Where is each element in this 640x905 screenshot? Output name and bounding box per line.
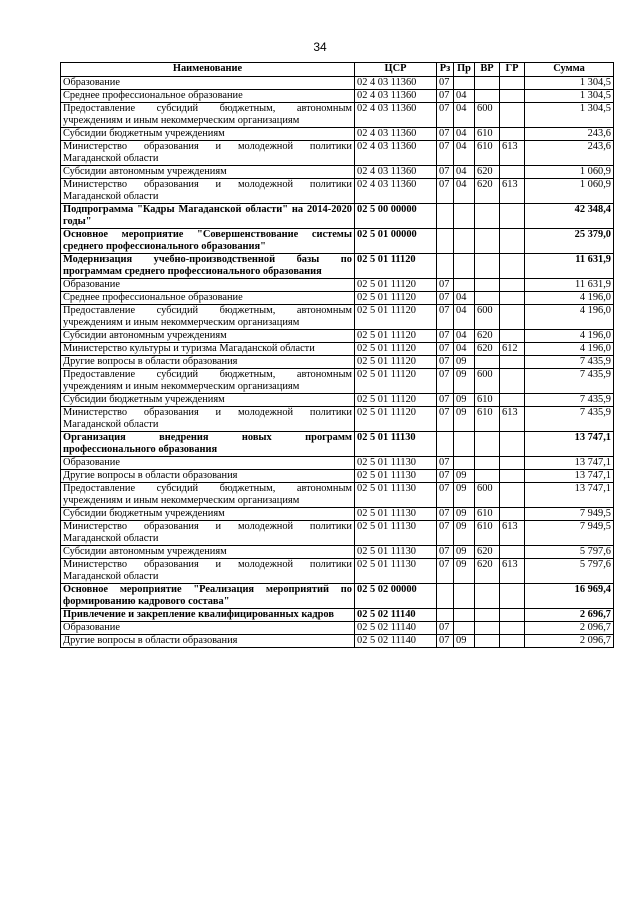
cell-csr: 02 5 01 00000 bbox=[355, 229, 437, 254]
table-row bbox=[61, 508, 614, 521]
cell-csr: 02 5 01 11130 bbox=[355, 559, 437, 584]
table-row bbox=[61, 483, 614, 508]
cell-vr bbox=[475, 279, 500, 292]
cell-gr bbox=[500, 356, 525, 369]
cell-sum: 25 379,0 bbox=[525, 229, 614, 254]
header-name: Наименование bbox=[61, 63, 355, 77]
cell-name: Министерство культуры и туризма Магаданской области bbox=[61, 343, 355, 356]
cell-vr: 610 bbox=[475, 508, 500, 521]
cell-gr bbox=[500, 292, 525, 305]
cell-name: Другие вопросы в области образования bbox=[61, 635, 355, 648]
cell-gr: 613 bbox=[500, 407, 525, 432]
cell-pr: 04 bbox=[454, 90, 475, 103]
cell-sum: 1 060,9 bbox=[525, 179, 614, 204]
cell-csr: 02 5 01 11120 bbox=[355, 356, 437, 369]
cell-csr: 02 5 01 11120 bbox=[355, 394, 437, 407]
table-row bbox=[61, 343, 614, 356]
cell-gr: 613 bbox=[500, 141, 525, 166]
table-row bbox=[61, 279, 614, 292]
cell-gr bbox=[500, 128, 525, 141]
cell-pr: 09 bbox=[454, 546, 475, 559]
cell-vr bbox=[475, 356, 500, 369]
cell-gr bbox=[500, 584, 525, 609]
cell-gr: 612 bbox=[500, 343, 525, 356]
cell-gr bbox=[500, 457, 525, 470]
cell-name: Основное мероприятие "Совершенствование системы среднего профессионального образования" bbox=[61, 229, 355, 254]
cell-pr: 04 bbox=[454, 330, 475, 343]
cell-pr: 09 bbox=[454, 369, 475, 394]
cell-sum: 5 797,6 bbox=[525, 559, 614, 584]
cell-name: Предоставление субсидий бюджетным, автономным учреждениям и иным некоммерческим организациям bbox=[61, 369, 355, 394]
cell-csr: 02 4 03 11360 bbox=[355, 179, 437, 204]
cell-name: Образование bbox=[61, 457, 355, 470]
cell-name: Предоставление субсидий бюджетным, автономным учреждениям и иным некоммерческим организациям bbox=[61, 305, 355, 330]
cell-pr: 09 bbox=[454, 356, 475, 369]
cell-vr bbox=[475, 584, 500, 609]
cell-csr: 02 4 03 11360 bbox=[355, 128, 437, 141]
table-row bbox=[61, 470, 614, 483]
table-row bbox=[61, 407, 614, 432]
cell-rz bbox=[437, 204, 454, 229]
cell-name: Субсидии бюджетным учреждениям bbox=[61, 508, 355, 521]
table-row bbox=[61, 457, 614, 470]
cell-pr bbox=[454, 457, 475, 470]
table-row bbox=[61, 128, 614, 141]
table-row bbox=[61, 166, 614, 179]
cell-name: Министерство образования и молодежной политики Магаданской области bbox=[61, 179, 355, 204]
cell-name: Основное мероприятие "Реализация мероприятий по формированию кадрового состава" bbox=[61, 584, 355, 609]
cell-name: Предоставление субсидий бюджетным, автономным учреждениям и иным некоммерческим организациям bbox=[61, 103, 355, 128]
cell-gr: 613 bbox=[500, 521, 525, 546]
cell-rz: 07 bbox=[437, 77, 454, 90]
cell-gr bbox=[500, 103, 525, 128]
cell-rz: 07 bbox=[437, 622, 454, 635]
cell-rz: 07 bbox=[437, 369, 454, 394]
cell-rz: 07 bbox=[437, 279, 454, 292]
cell-rz: 07 bbox=[437, 128, 454, 141]
cell-gr bbox=[500, 77, 525, 90]
cell-csr: 02 5 01 11120 bbox=[355, 305, 437, 330]
cell-pr bbox=[454, 609, 475, 622]
cell-vr bbox=[475, 635, 500, 648]
cell-sum: 7 435,9 bbox=[525, 356, 614, 369]
cell-pr: 04 bbox=[454, 128, 475, 141]
cell-rz: 07 bbox=[437, 559, 454, 584]
cell-sum: 4 196,0 bbox=[525, 292, 614, 305]
cell-name: Предоставление субсидий бюджетным, автономным учреждениям и иным некоммерческим организациям bbox=[61, 483, 355, 508]
cell-pr: 09 bbox=[454, 470, 475, 483]
cell-sum: 11 631,9 bbox=[525, 279, 614, 292]
cell-pr: 04 bbox=[454, 179, 475, 204]
table-row bbox=[61, 77, 614, 90]
cell-name: Другие вопросы в области образования bbox=[61, 356, 355, 369]
budget-table bbox=[60, 62, 614, 648]
cell-rz bbox=[437, 254, 454, 279]
cell-name: Субсидии автономным учреждениям bbox=[61, 546, 355, 559]
cell-rz: 07 bbox=[437, 508, 454, 521]
table-row bbox=[61, 559, 614, 584]
cell-csr: 02 5 02 11140 bbox=[355, 635, 437, 648]
cell-rz: 07 bbox=[437, 521, 454, 546]
cell-gr bbox=[500, 330, 525, 343]
cell-name: Субсидии автономным учреждениям bbox=[61, 166, 355, 179]
table-body bbox=[61, 77, 614, 648]
cell-csr: 02 5 02 00000 bbox=[355, 584, 437, 609]
cell-gr bbox=[500, 622, 525, 635]
cell-pr: 09 bbox=[454, 394, 475, 407]
cell-gr bbox=[500, 546, 525, 559]
cell-vr: 610 bbox=[475, 141, 500, 166]
table-row bbox=[61, 204, 614, 229]
cell-gr bbox=[500, 470, 525, 483]
table-row bbox=[61, 584, 614, 609]
cell-pr: 04 bbox=[454, 103, 475, 128]
cell-pr bbox=[454, 229, 475, 254]
cell-csr: 02 5 01 11120 bbox=[355, 254, 437, 279]
cell-rz: 07 bbox=[437, 470, 454, 483]
cell-gr bbox=[500, 229, 525, 254]
header-csr: ЦСР bbox=[355, 63, 437, 77]
cell-csr: 02 5 01 11130 bbox=[355, 457, 437, 470]
cell-vr bbox=[475, 254, 500, 279]
table-row bbox=[61, 369, 614, 394]
cell-rz: 07 bbox=[437, 179, 454, 204]
cell-vr bbox=[475, 292, 500, 305]
header-vr: ВР bbox=[475, 63, 500, 77]
table-row bbox=[61, 356, 614, 369]
cell-pr: 04 bbox=[454, 166, 475, 179]
cell-csr: 02 5 00 00000 bbox=[355, 204, 437, 229]
cell-gr bbox=[500, 279, 525, 292]
table-row bbox=[61, 103, 614, 128]
cell-sum: 1 304,5 bbox=[525, 90, 614, 103]
cell-sum: 2 696,7 bbox=[525, 609, 614, 622]
cell-sum: 4 196,0 bbox=[525, 330, 614, 343]
cell-rz: 07 bbox=[437, 483, 454, 508]
cell-vr bbox=[475, 204, 500, 229]
cell-csr: 02 4 03 11360 bbox=[355, 103, 437, 128]
cell-vr: 600 bbox=[475, 483, 500, 508]
cell-gr: 613 bbox=[500, 179, 525, 204]
cell-vr: 610 bbox=[475, 394, 500, 407]
cell-sum: 7 949,5 bbox=[525, 508, 614, 521]
cell-rz: 07 bbox=[437, 305, 454, 330]
cell-csr: 02 5 01 11120 bbox=[355, 292, 437, 305]
cell-sum: 13 747,1 bbox=[525, 457, 614, 470]
cell-name: Организация внедрения новых программ профессионального образования bbox=[61, 432, 355, 457]
cell-gr bbox=[500, 254, 525, 279]
cell-gr: 613 bbox=[500, 559, 525, 584]
cell-vr: 600 bbox=[475, 369, 500, 394]
cell-sum: 7 435,9 bbox=[525, 407, 614, 432]
cell-rz: 07 bbox=[437, 407, 454, 432]
cell-pr bbox=[454, 204, 475, 229]
cell-rz: 07 bbox=[437, 292, 454, 305]
cell-sum: 4 196,0 bbox=[525, 305, 614, 330]
cell-rz: 07 bbox=[437, 141, 454, 166]
cell-sum: 11 631,9 bbox=[525, 254, 614, 279]
cell-sum: 13 747,1 bbox=[525, 470, 614, 483]
cell-sum: 7 949,5 bbox=[525, 521, 614, 546]
cell-name: Модернизация учебно-производственной базы по программам среднего профессионального образования bbox=[61, 254, 355, 279]
cell-vr: 620 bbox=[475, 343, 500, 356]
cell-name: Субсидии бюджетным учреждениям bbox=[61, 394, 355, 407]
cell-csr: 02 5 01 11130 bbox=[355, 470, 437, 483]
cell-vr: 600 bbox=[475, 103, 500, 128]
cell-sum: 16 969,4 bbox=[525, 584, 614, 609]
cell-gr bbox=[500, 369, 525, 394]
cell-vr bbox=[475, 90, 500, 103]
cell-name: Министерство образования и молодежной политики Магаданской области bbox=[61, 407, 355, 432]
cell-vr: 620 bbox=[475, 166, 500, 179]
cell-sum: 1 304,5 bbox=[525, 103, 614, 128]
header-pr: Пр bbox=[454, 63, 475, 77]
cell-rz bbox=[437, 584, 454, 609]
cell-pr bbox=[454, 584, 475, 609]
cell-sum: 5 797,6 bbox=[525, 546, 614, 559]
cell-name: Министерство образования и молодежной политики Магаданской области bbox=[61, 141, 355, 166]
table-row bbox=[61, 229, 614, 254]
cell-vr: 620 bbox=[475, 330, 500, 343]
table-row bbox=[61, 432, 614, 457]
cell-pr: 04 bbox=[454, 305, 475, 330]
header-sum: Сумма bbox=[525, 63, 614, 77]
cell-rz: 07 bbox=[437, 103, 454, 128]
cell-csr: 02 5 01 11120 bbox=[355, 343, 437, 356]
cell-gr bbox=[500, 394, 525, 407]
table-row bbox=[61, 622, 614, 635]
cell-vr: 610 bbox=[475, 521, 500, 546]
cell-sum: 243,6 bbox=[525, 128, 614, 141]
cell-vr bbox=[475, 470, 500, 483]
cell-csr: 02 5 01 11130 bbox=[355, 432, 437, 457]
cell-sum: 42 348,4 bbox=[525, 204, 614, 229]
cell-gr bbox=[500, 90, 525, 103]
cell-sum: 1 304,5 bbox=[525, 77, 614, 90]
header-gr: ГР bbox=[500, 63, 525, 77]
cell-rz: 07 bbox=[437, 330, 454, 343]
table-row bbox=[61, 90, 614, 103]
cell-sum: 243,6 bbox=[525, 141, 614, 166]
cell-name: Среднее профессиональное образование bbox=[61, 292, 355, 305]
cell-name: Другие вопросы в области образования bbox=[61, 470, 355, 483]
cell-gr bbox=[500, 483, 525, 508]
cell-name: Подпрограмма "Кадры Магаданской области" на 2014-2020 годы" bbox=[61, 204, 355, 229]
cell-gr bbox=[500, 305, 525, 330]
table-row bbox=[61, 141, 614, 166]
cell-rz bbox=[437, 432, 454, 457]
cell-vr bbox=[475, 622, 500, 635]
cell-gr bbox=[500, 204, 525, 229]
cell-csr: 02 5 01 11120 bbox=[355, 279, 437, 292]
cell-csr: 02 4 03 11360 bbox=[355, 77, 437, 90]
cell-csr: 02 4 03 11360 bbox=[355, 141, 437, 166]
cell-sum: 7 435,9 bbox=[525, 369, 614, 394]
cell-pr bbox=[454, 77, 475, 90]
cell-rz: 07 bbox=[437, 343, 454, 356]
cell-vr bbox=[475, 457, 500, 470]
cell-pr bbox=[454, 432, 475, 457]
cell-csr: 02 4 03 11360 bbox=[355, 166, 437, 179]
cell-rz: 07 bbox=[437, 635, 454, 648]
cell-sum: 2 096,7 bbox=[525, 635, 614, 648]
cell-rz: 07 bbox=[437, 457, 454, 470]
page-number: 34 bbox=[313, 40, 327, 54]
cell-gr bbox=[500, 609, 525, 622]
cell-name: Субсидии бюджетным учреждениям bbox=[61, 128, 355, 141]
cell-pr: 09 bbox=[454, 483, 475, 508]
cell-rz: 07 bbox=[437, 90, 454, 103]
cell-rz bbox=[437, 609, 454, 622]
cell-csr: 02 5 02 11140 bbox=[355, 609, 437, 622]
cell-pr: 09 bbox=[454, 559, 475, 584]
cell-sum: 1 060,9 bbox=[525, 166, 614, 179]
table-row bbox=[61, 179, 614, 204]
table-row bbox=[61, 305, 614, 330]
cell-pr: 04 bbox=[454, 343, 475, 356]
cell-name: Среднее профессиональное образование bbox=[61, 90, 355, 103]
cell-vr bbox=[475, 609, 500, 622]
cell-pr bbox=[454, 254, 475, 279]
table-row bbox=[61, 609, 614, 622]
cell-vr bbox=[475, 77, 500, 90]
cell-name: Образование bbox=[61, 622, 355, 635]
cell-pr: 09 bbox=[454, 407, 475, 432]
cell-sum: 4 196,0 bbox=[525, 343, 614, 356]
table-row bbox=[61, 292, 614, 305]
cell-csr: 02 5 01 11130 bbox=[355, 521, 437, 546]
table-row bbox=[61, 330, 614, 343]
table-row bbox=[61, 521, 614, 546]
cell-gr bbox=[500, 635, 525, 648]
cell-vr bbox=[475, 432, 500, 457]
cell-vr: 620 bbox=[475, 179, 500, 204]
cell-csr: 02 5 02 11140 bbox=[355, 622, 437, 635]
cell-name: Министерство образования и молодежной политики Магаданской области bbox=[61, 559, 355, 584]
cell-pr: 09 bbox=[454, 508, 475, 521]
table-row bbox=[61, 635, 614, 648]
cell-vr: 610 bbox=[475, 407, 500, 432]
cell-sum: 13 747,1 bbox=[525, 432, 614, 457]
cell-gr bbox=[500, 166, 525, 179]
cell-csr: 02 4 03 11360 bbox=[355, 90, 437, 103]
cell-vr: 600 bbox=[475, 305, 500, 330]
cell-gr bbox=[500, 432, 525, 457]
table-row bbox=[61, 546, 614, 559]
cell-sum: 2 096,7 bbox=[525, 622, 614, 635]
table-row bbox=[61, 254, 614, 279]
cell-csr: 02 5 01 11130 bbox=[355, 508, 437, 521]
cell-pr bbox=[454, 279, 475, 292]
cell-sum: 7 435,9 bbox=[525, 394, 614, 407]
cell-csr: 02 5 01 11130 bbox=[355, 483, 437, 508]
table-header-row bbox=[61, 63, 614, 77]
cell-rz: 07 bbox=[437, 394, 454, 407]
cell-pr: 04 bbox=[454, 141, 475, 166]
cell-vr: 610 bbox=[475, 128, 500, 141]
cell-csr: 02 5 01 11120 bbox=[355, 407, 437, 432]
cell-pr: 09 bbox=[454, 521, 475, 546]
cell-rz bbox=[437, 229, 454, 254]
cell-rz: 07 bbox=[437, 546, 454, 559]
cell-rz: 07 bbox=[437, 356, 454, 369]
table-row bbox=[61, 394, 614, 407]
cell-pr: 04 bbox=[454, 292, 475, 305]
cell-name: Министерство образования и молодежной политики Магаданской области bbox=[61, 521, 355, 546]
cell-name: Привлечение и закрепление квалифицированных кадров bbox=[61, 609, 355, 622]
cell-vr: 620 bbox=[475, 546, 500, 559]
cell-vr bbox=[475, 229, 500, 254]
cell-pr: 09 bbox=[454, 635, 475, 648]
cell-name: Образование bbox=[61, 77, 355, 90]
cell-name: Субсидии автономным учреждениям bbox=[61, 330, 355, 343]
cell-csr: 02 5 01 11120 bbox=[355, 369, 437, 394]
cell-rz: 07 bbox=[437, 166, 454, 179]
cell-csr: 02 5 01 11120 bbox=[355, 330, 437, 343]
header-rz: Рз bbox=[437, 63, 454, 77]
cell-sum: 13 747,1 bbox=[525, 483, 614, 508]
cell-pr bbox=[454, 622, 475, 635]
cell-vr: 620 bbox=[475, 559, 500, 584]
cell-name: Образование bbox=[61, 279, 355, 292]
cell-gr bbox=[500, 508, 525, 521]
cell-csr: 02 5 01 11130 bbox=[355, 546, 437, 559]
